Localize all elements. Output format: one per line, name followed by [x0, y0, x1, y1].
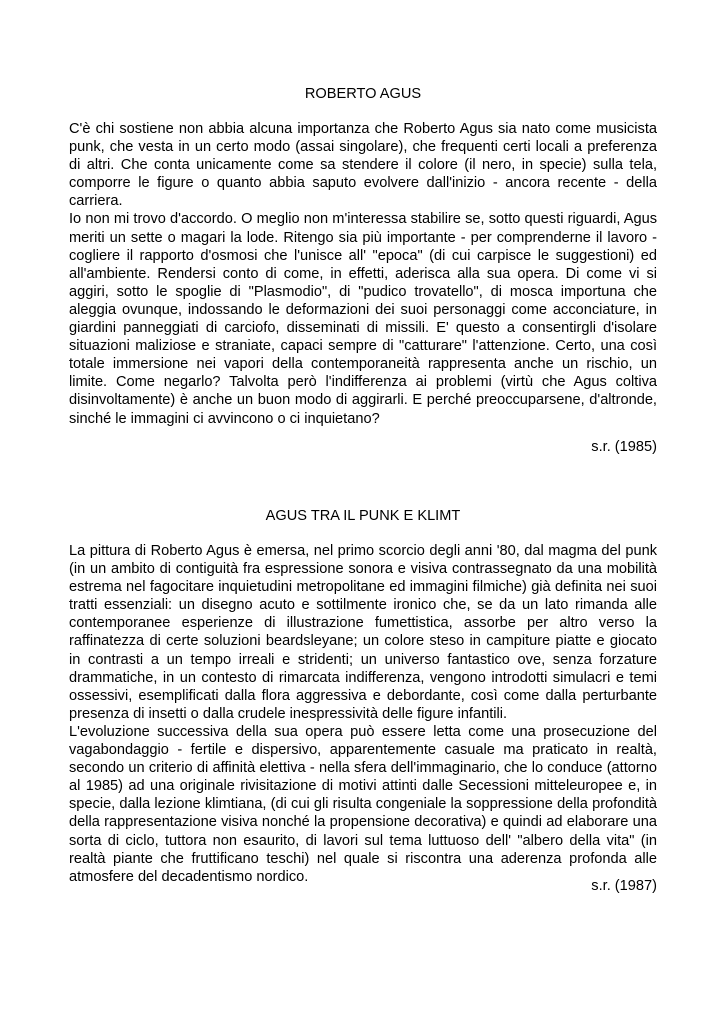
article-body: [69, 542, 657, 886]
article-signature: s.r. (1985): [591, 439, 657, 455]
article-title: AGUS TRA IL PUNK E KLIMT: [265, 508, 461, 524]
article-body: [69, 120, 657, 428]
paragraph: L'evoluzione successiva della sua opera può essere letta come una prosecuzione del vagabondaggio - fertile e dispersivo, apparentemente casuale ma praticato in realtà, secondo un criterio di affinità elettiva - nella sfera dell'immaginario, che lo conduce (attorno al 1985) ad una originale rivisitazione di motivi attinti dalle Secessioni mitteleuropee e, in specie, dalla lezione klimtiana, (di cui gli risulta congeniale la soppressione della profondità della rappresentazione visiva nonché la propensione decorativa) e quindi ad elaborare una sorta di ciclo, tuttora non esaurito, di lavori sul tema luttuoso dell' "albero della vita" (in realtà piante che fruttificano teschi) nel quale si riscontra una aderenza profonda alle atmosfere del decadentismo nordico.: [69, 723, 657, 885]
paragraph: Io non mi trovo d'accordo. O meglio non m'interessa stabilire se, sotto questi riguardi, Agus meriti un sette o magari la lode. Ritengo sia più importante - per comprenderne il lavoro - cogliere il rapporto d'osmosi che l'unisce all' "epoca" (di cui carpisce le suggestioni) ed all'ambiente. Rendersi conto di come, in effetti, aderisca alla sua opera. Di come vi si aggiri, sotto le spoglie di "Plasmodio", di "pudico trovatello", di mosca importuna che aleggia ovunque, indossando le deformazioni dei suoi personaggi come acconciature, in giardini panneggiati di carciofo, disseminati di missili. E' questo a consentirgli d'isolare situazioni maliziose e straniate, capaci sempre di "catturare" l'attenzione. Certo, una così totale immersione nei vapori della contemporaneità rappresenta anche un rischio, un limite. Come negarlo? Talvolta però l'indifferenza ai problemi (virtù che Agus coltiva disinvoltamente) è anche un buon modo di aggirarli. E perché preoccuparsene, d'altronde, sinché le immagini ci avvincono o ci inquietano?: [69, 211, 657, 427]
article-signature: s.r. (1987): [591, 878, 657, 894]
paragraph: C'è chi sostiene non abbia alcuna importanza che Roberto Agus sia nato come musicista punk, che vesta in un certo modo (assai singolare), che frequenti certi locali a preferenza di altri. Che conta unicamente come sa stendere il colore (il nero, in specie) sulla tela, comporre le figure o quanto abbia saputo evolvere dall'inizio - ancora recente - della carriera.: [69, 121, 657, 210]
article-title: ROBERTO AGUS: [304, 86, 422, 102]
paragraph: La pittura di Roberto Agus è emersa, nel primo scorcio degli anni '80, dal magma del punk (in un ambito di contiguità fra espressione sonora e visiva contrassegnato da una mobilità estrema nel fagocitare inquietudini metropolitane ed immagini filmiche) già definita nei suoi tratti essenziali: un disegno acuto e sottilmente ironico che, se da un lato rimanda alle contemporanee esperienze di illustrazione fumettistica, assorbe per altro verso la raffinatezza di certe soluzioni beardsleyane; un colore steso in campiture piatte e giocato in contrasti a un tempo irreali e stridenti; un universo fantastico ove, senza forzature drammatiche, in un contesto di rimarcata indifferenza, vengono introdotti simulacri e temi ossessivi, esemplificati dalla flora aggressiva e debordante, così come dalla perturbante presenza di insetti o dalla crudele inespressività delle figure infantili.: [69, 543, 657, 722]
